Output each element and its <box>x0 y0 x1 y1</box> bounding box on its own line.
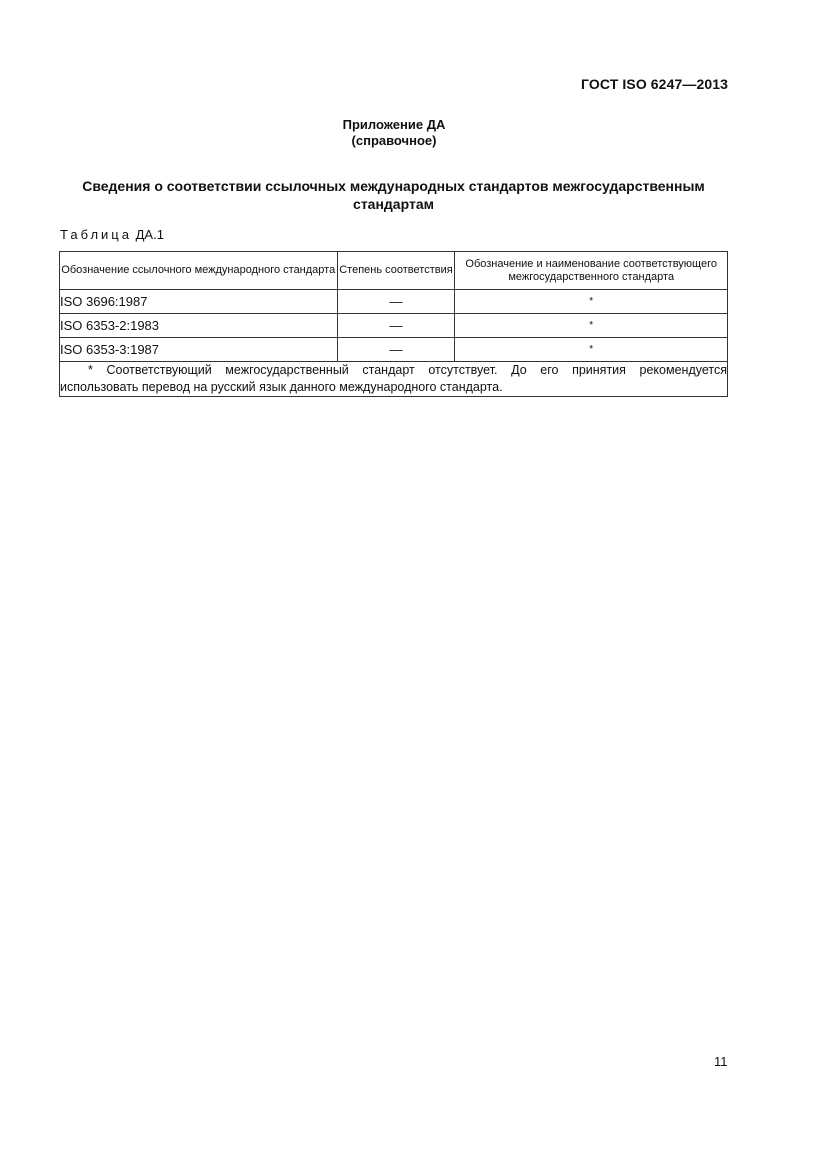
gost-cell: * <box>455 338 728 362</box>
table-footnote: * Соответствующий межгосударственный стандарт отсутствует. До его принятия рекомендуется использовать перевод на русский язык данного международного стандарта. <box>60 362 728 397</box>
degree-cell: — <box>337 338 455 362</box>
gost-cell: * <box>455 314 728 338</box>
table-row <box>60 314 728 338</box>
table-row <box>60 338 728 362</box>
standard-cell: ISO 6353-2:1983 <box>60 314 338 338</box>
appendix-kind: (справочное) <box>351 133 437 148</box>
header-international-standard: Обозначение ссылочного международного стандарта <box>60 252 338 290</box>
document-code: ГОСТ ISO 6247—2013 <box>581 76 728 92</box>
table-caption-word: Таблица <box>60 227 132 242</box>
standard-cell: ISO 6353-3:1987 <box>60 338 338 362</box>
page-number: 11 <box>714 1054 728 1069</box>
appendix-heading <box>0 117 788 149</box>
table-row <box>60 290 728 314</box>
correspondence-table <box>59 251 728 397</box>
degree-cell: — <box>337 290 455 314</box>
gost-cell: * <box>455 290 728 314</box>
degree-cell: — <box>337 314 455 338</box>
footnote-row <box>60 362 728 397</box>
table-caption <box>60 227 164 242</box>
table-caption-id: ДА.1 <box>135 227 164 242</box>
header-interstate-standard: Обозначение и наименование соответствующего межгосударственного стандарта <box>455 252 728 290</box>
appendix-name: Приложение ДА <box>342 117 446 132</box>
section-title: Сведения о соответствии ссылочных международных стандартов межгосударственным стандартам <box>82 178 705 212</box>
table-header-row <box>60 252 728 290</box>
header-degree: Степень соответствия <box>337 252 455 290</box>
standard-cell: ISO 3696:1987 <box>60 290 338 314</box>
